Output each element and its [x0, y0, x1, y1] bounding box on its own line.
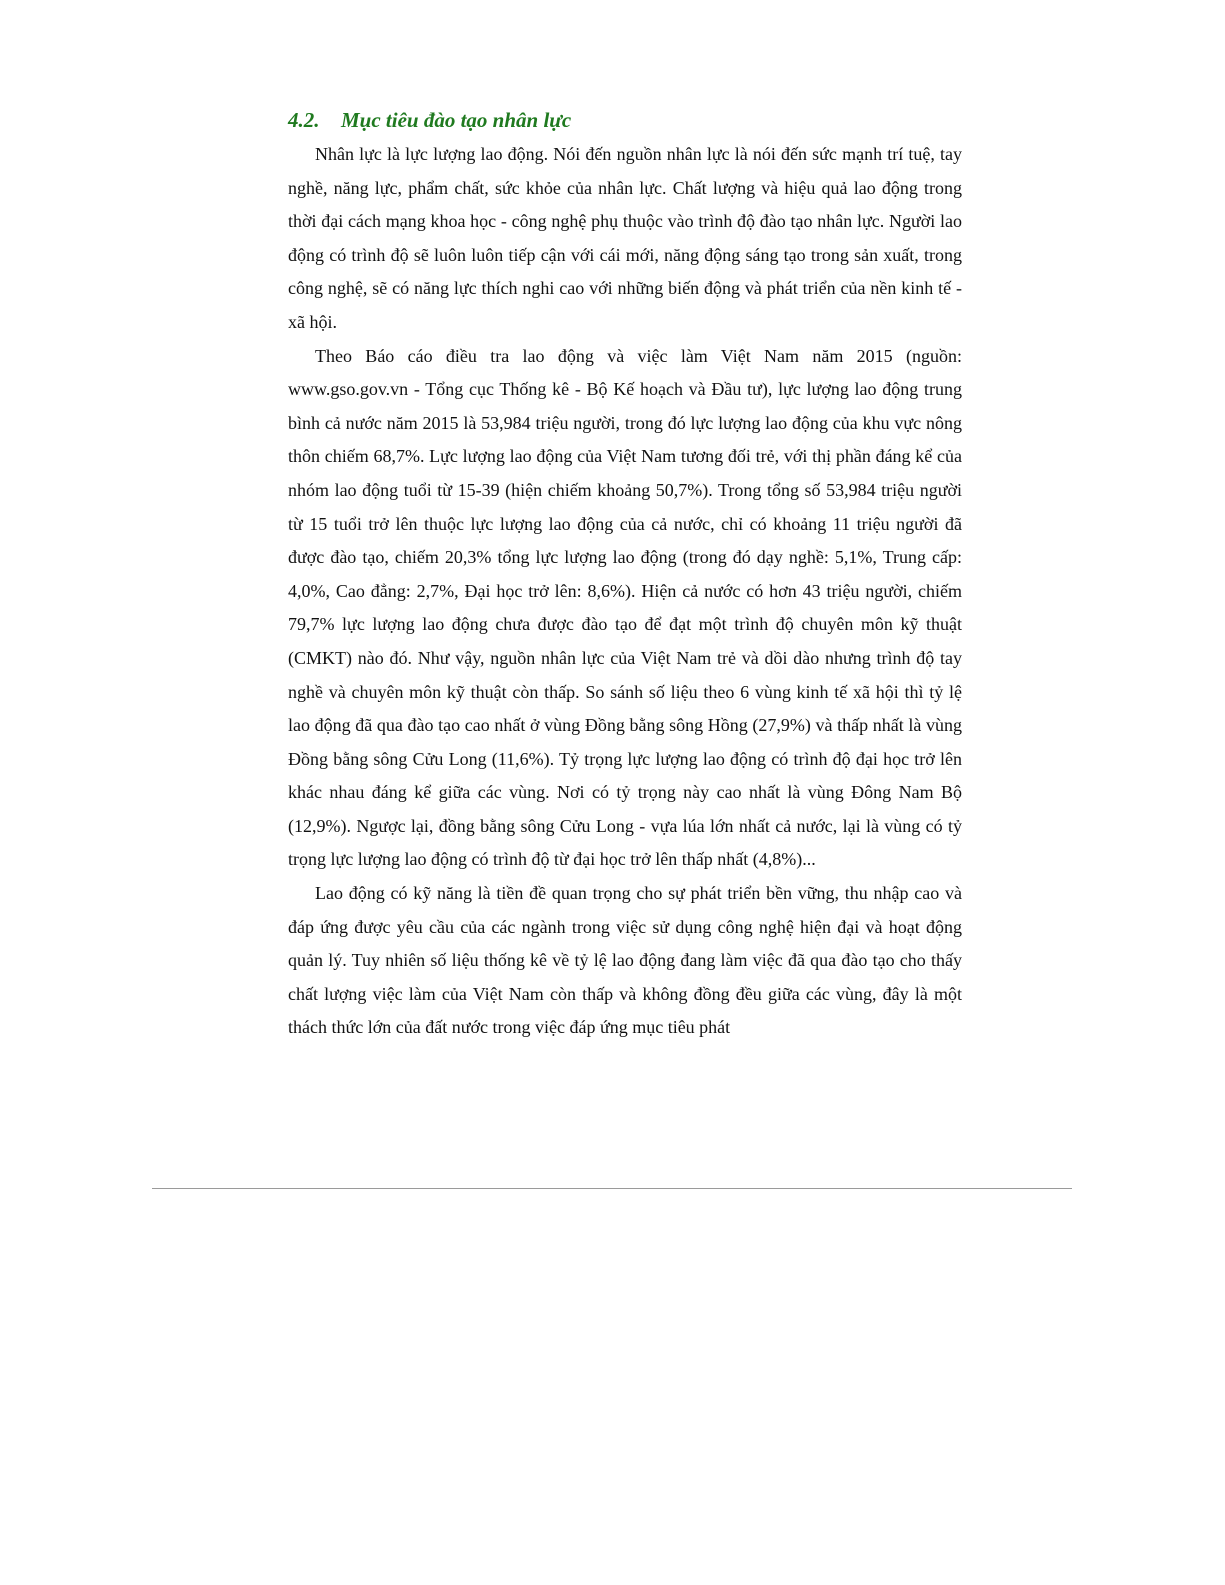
- paragraph-1: Nhân lực là lực lượng lao động. Nói đến nguồn nhân lực là nói đến sức mạnh trí tuệ, tay nghề, năng lực, phẩm chất, sức khỏe của nhân lực. Chất lượng và hiệu quả lao động trong thời đại cách mạng khoa học - công nghệ phụ thuộc vào trình độ đào tạo nhân lực. Người lao động có trình độ sẽ luôn luôn tiếp cận với cái mới, năng động sáng tạo trong sản xuất, trong công nghệ, sẽ có năng lực thích nghi cao với những biến động và phát triển của nền kinh tế - xã hội.: [288, 144, 962, 332]
- section-title: Mục tiêu đào tạo nhân lực: [341, 108, 572, 132]
- section-number: 4.2.: [288, 108, 320, 132]
- footer-divider: [152, 1188, 1072, 1189]
- page-content: [288, 104, 962, 1045]
- paragraph-2: Theo Báo cáo điều tra lao động và việc làm Việt Nam năm 2015 (nguồn: www.gso.gov.vn - Tổng cục Thống kê - Bộ Kế hoạch và Đầu tư), lực lượng lao động trung bình cả nước năm 2015 là 53,984 triệu người, trong đó lực lượng lao động của khu vực nông thôn chiếm 68,7%. Lực lượng lao động của Việt Nam tương đối trẻ, với thị phần đáng kể của nhóm lao động tuổi từ 15-39 (hiện chiếm khoảng 50,7%). Trong tổng số 53,984 triệu người từ 15 tuổi trở lên thuộc lực lượng lao động của cả nước, chỉ có khoảng 11 triệu người đã được đào tạo, chiếm 20,3% tổng lực lượng lao động (trong đó dạy nghề: 5,1%, Trung cấp: 4,0%, Cao đẳng: 2,7%, Đại học trở lên: 8,6%). Hiện cả nước có hơn 43 triệu người, chiếm 79,7% lực lượng lao động chưa được đào tạo để đạt một trình độ chuyên môn kỹ thuật (CMKT) nào đó. Như vậy, nguồn nhân lực của Việt Nam trẻ và dồi dào nhưng trình độ tay nghề và chuyên môn kỹ thuật còn thấp. So sánh số liệu theo 6 vùng kinh tế xã hội thì tỷ lệ lao động đã qua đào tạo cao nhất ở vùng Đồng bằng sông Hồng (27,9%) và thấp nhất là vùng Đồng bằng sông Cửu Long (11,6%). Tỷ trọng lực lượng lao động có trình độ đại học trở lên khác nhau đáng kể giữa các vùng. Nơi có tỷ trọng này cao nhất là vùng Đông Nam Bộ (12,9%). Ngược lại, đồng bằng sông Cửu Long - vựa lúa lớn nhất cả nước, lại là vùng có tỷ trọng lực lượng lao động có trình độ từ đại học trở lên thấp nhất (4,8%)...: [288, 345, 962, 870]
- section-heading: [288, 104, 962, 136]
- paragraph-3: Lao động có kỹ năng là tiền đề quan trọng cho sự phát triển bền vững, thu nhập cao và đáp ứng được yêu cầu của các ngành trong việc sử dụng công nghệ hiện đại và hoạt động quản lý. Tuy nhiên số liệu thống kê về tỷ lệ lao động đang làm việc đã qua đào tạo cho thấy chất lượng việc làm của Việt Nam còn thấp và không đồng đều giữa các vùng, đây là một thách thức lớn của đất nước trong việc đáp ứng mục tiêu phát: [288, 883, 962, 1038]
